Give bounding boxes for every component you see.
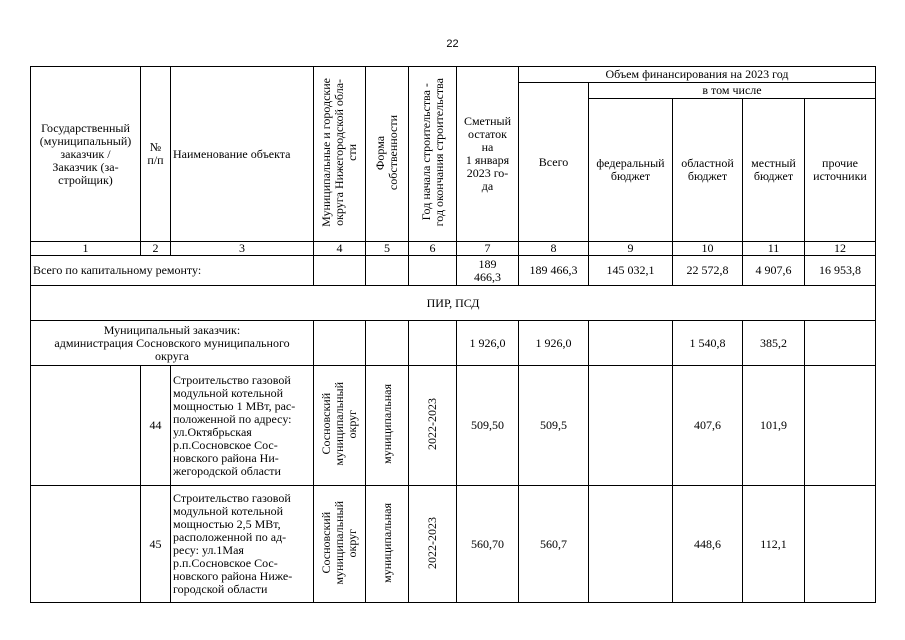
object-local: 101,9 (743, 366, 805, 486)
total-row (31, 256, 876, 286)
col-number: 1 (31, 242, 141, 256)
page-number: 22 (446, 38, 459, 50)
empty-cell (366, 256, 409, 286)
object-total: 509,5 (519, 366, 589, 486)
header-ownership: Форма собственности (373, 114, 400, 191)
object-total: 560,7 (519, 486, 589, 603)
header-total: Всего (519, 83, 589, 242)
customer-estimate: 1 926,0 (457, 321, 519, 366)
empty-cell (589, 486, 673, 603)
header-district: Муниципальные и городские округа Нижегородской обла- сти (319, 78, 359, 227)
section-row (31, 286, 876, 321)
empty-cell (314, 321, 366, 366)
object-years-cell (409, 366, 457, 486)
object-district: Сосновский муниципальный округ (319, 500, 359, 585)
object-district-cell (314, 486, 366, 603)
object-ownership-cell (366, 366, 409, 486)
total-local: 4 907,6 (743, 256, 805, 286)
col-number: 2 (141, 242, 171, 256)
col-number: 9 (589, 242, 673, 256)
empty-cell (589, 321, 673, 366)
object-number: 44 (141, 366, 171, 486)
object-district-cell (314, 366, 366, 486)
empty-cell (805, 321, 876, 366)
object-ownership: муниципальная (379, 384, 394, 464)
column-numbers-row (31, 242, 876, 256)
object-regional: 407,6 (673, 366, 743, 486)
object-years: 2022-2023 (425, 516, 439, 569)
total-sum: 189 466,3 (519, 256, 589, 286)
header-local: местный бюджет (743, 99, 805, 242)
col-number: 10 (673, 242, 743, 256)
header-years-cell (409, 67, 457, 242)
object-name: Строительство газовой модульной котельной мощностью 2,5 МВт, расположенной по ад- ресу: ул.1Мая р.п.Сосновское Сос- новского района Ниже- городской области (171, 486, 314, 603)
object-ownership: муниципальная (379, 502, 394, 583)
col-number: 3 (171, 242, 314, 256)
customer-local: 385,2 (743, 321, 805, 366)
header-funding: Объем финансирования на 2023 год (519, 67, 876, 83)
table-row (31, 366, 876, 486)
header-years: Год начала строительства - год окончания строительства (418, 78, 446, 227)
col-number: 4 (314, 242, 366, 256)
header-other: прочие источники (805, 99, 876, 242)
total-federal: 145 032,1 (589, 256, 673, 286)
empty-cell (314, 256, 366, 286)
total-label: Всего по капитальному ремонту: (31, 256, 314, 286)
object-number: 45 (141, 486, 171, 603)
customer-row (31, 321, 876, 366)
header-customer: Государственный (муниципальный) заказчик / Заказчик (за- стройщик) (31, 67, 141, 242)
total-estimate: 189 466,3 (457, 256, 519, 286)
header-estimate: Сметный остаток на 1 января 2023 го- да (457, 67, 519, 242)
header-district-cell (314, 67, 366, 242)
empty-cell (409, 321, 457, 366)
object-name: Строительство газовой модульной котельной мощностью 1 МВт, рас- положенной по адресу: ул.Октябрьская р.п.Сосновское Сос- новского района Ни- жегородской области (171, 366, 314, 486)
empty-cell (31, 366, 141, 486)
object-estimate: 509,50 (457, 366, 519, 486)
empty-cell (805, 366, 876, 486)
header-number: № п/п (141, 67, 171, 242)
financing-table (30, 66, 876, 603)
table-row (31, 486, 876, 603)
col-number: 12 (805, 242, 876, 256)
object-regional: 448,6 (673, 486, 743, 603)
empty-cell (409, 256, 457, 286)
empty-cell (805, 486, 876, 603)
total-other: 16 953,8 (805, 256, 876, 286)
total-regional: 22 572,8 (673, 256, 743, 286)
object-local: 112,1 (743, 486, 805, 603)
header-regional: областной бюджет (673, 99, 743, 242)
col-number: 8 (519, 242, 589, 256)
header-object-name: Наименование объекта (171, 67, 314, 242)
object-estimate: 560,70 (457, 486, 519, 603)
section-title: ПИР, ПСД (31, 286, 876, 321)
object-years-cell (409, 486, 457, 603)
customer-label: Муниципальный заказчик: администрация Сосновского муниципального округа (31, 321, 314, 366)
header-federal: федеральный бюджет (589, 99, 673, 242)
header-including: в том числе (589, 83, 876, 99)
object-district: Сосновский муниципальный округ (319, 382, 359, 466)
object-ownership-cell (366, 486, 409, 603)
col-number: 5 (366, 242, 409, 256)
col-number: 11 (743, 242, 805, 256)
customer-total: 1 926,0 (519, 321, 589, 366)
empty-cell (31, 486, 141, 603)
object-years: 2022-2023 (425, 398, 439, 450)
customer-regional: 1 540,8 (673, 321, 743, 366)
col-number: 6 (409, 242, 457, 256)
header-ownership-cell (366, 67, 409, 242)
empty-cell (366, 321, 409, 366)
col-number: 7 (457, 242, 519, 256)
empty-cell (589, 366, 673, 486)
